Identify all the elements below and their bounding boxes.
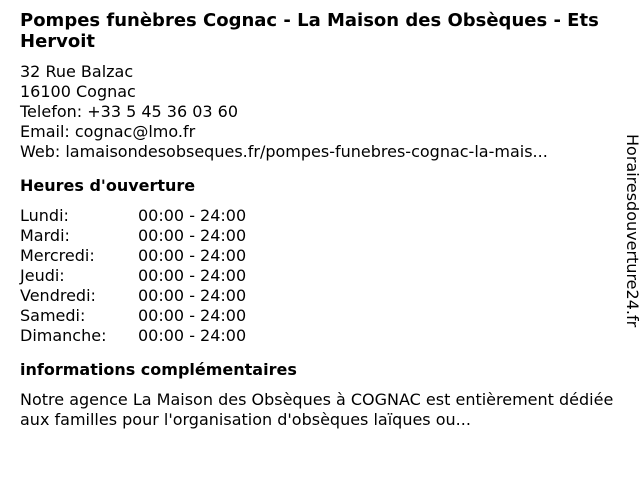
business-card [20, 10, 620, 430]
hours-heading: Heures d'ouverture [20, 176, 196, 195]
opening-hours-table [20, 206, 620, 346]
phone-number: Telefon: +33 5 45 36 03 60 [20, 102, 239, 121]
day-label: Vendredi: [20, 286, 96, 305]
day-label: Mardi: [20, 226, 70, 245]
day-label: Jeudi: [20, 266, 65, 285]
hours-row [20, 326, 620, 346]
contact-details [20, 62, 620, 162]
hours-row [20, 286, 620, 306]
time-range: 00:00 - 24:00 [138, 206, 247, 225]
time-range: 00:00 - 24:00 [138, 266, 247, 285]
email-address: Email: cognac@lmo.fr [20, 122, 196, 141]
hours-row [20, 266, 620, 286]
street-address: 32 Rue Balzac [20, 62, 134, 81]
day-label: Mercredi: [20, 246, 95, 265]
time-range: 00:00 - 24:00 [138, 246, 247, 265]
time-range: 00:00 - 24:00 [138, 306, 247, 325]
hours-row [20, 246, 620, 266]
time-range: 00:00 - 24:00 [138, 226, 247, 245]
time-range: 00:00 - 24:00 [138, 326, 247, 345]
info-heading: informations complémentaires [20, 360, 297, 379]
hours-row [20, 306, 620, 326]
website-url: Web: lamaisondesobseques.fr/pompes-funebres-cognac-la-mais... [20, 142, 548, 161]
day-label: Lundi: [20, 206, 69, 225]
day-label: Dimanche: [20, 326, 107, 345]
hours-row [20, 226, 620, 246]
hours-row [20, 206, 620, 226]
time-range: 00:00 - 24:00 [138, 286, 247, 305]
business-name: Pompes funèbres Cognac - La Maison des Obsèques - Ets Hervoit [20, 10, 599, 52]
city-postcode: 16100 Cognac [20, 82, 136, 101]
day-label: Samedi: [20, 306, 86, 325]
info-description: Notre agence La Maison des Obsèques à COGNAC est entièrement dédiée aux familles pour l'organisation d'obsèques laïques ou... [20, 390, 614, 429]
site-watermark: Horairesdouverture24.fr [623, 134, 642, 328]
